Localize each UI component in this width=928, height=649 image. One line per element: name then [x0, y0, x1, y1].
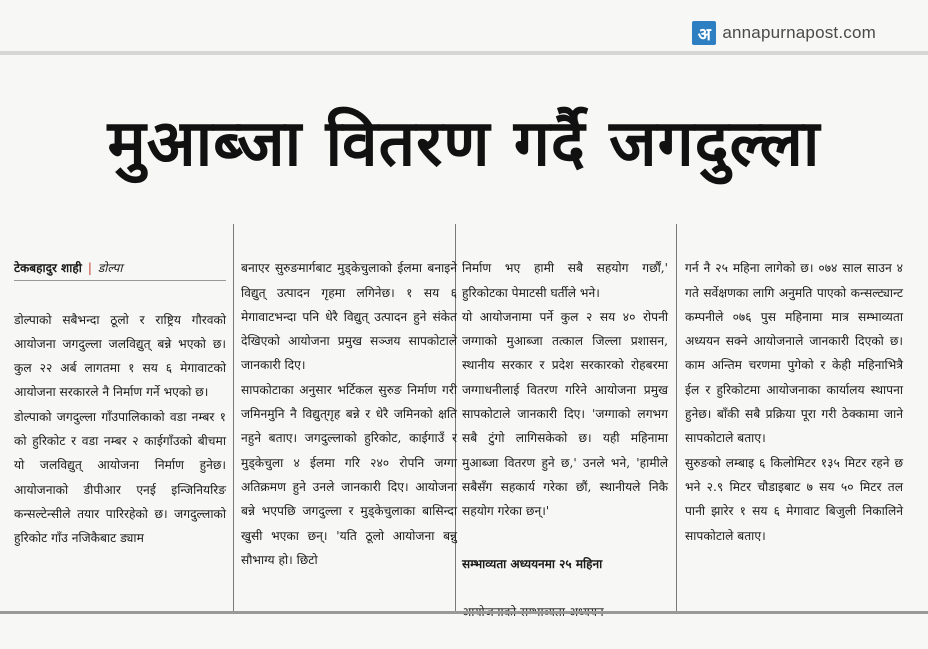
header-divider	[0, 51, 928, 55]
dateline-location: डोल्पा	[97, 261, 123, 276]
article-column-4	[685, 232, 903, 612]
site-name: annapurnapost.com	[722, 23, 876, 42]
article-headline: मुआब्जा वितरण गर्दै जगदुल्ला	[107, 107, 821, 181]
annapurna-logo-icon: अ	[692, 21, 716, 45]
site-brand[interactable]	[692, 21, 876, 45]
column-divider	[233, 224, 234, 614]
column-3-text: निर्माण भए हामी सबै सहयोग गर्छौं,' हुरिकोटका पेमाटसी घर्तीले भने। यो आयोजनामा पर्ने कुल २ सय ४० रोपनी जग्गाको मुआब्जा तत्काल जिल्ला प्रशासन, स्थानीय सरकार र प्रदेश सरकारको रोहबरमा जग्गाधनीलाई वितरण गरिने आयोजना प्रमुख सापकोटाले जानकारी दिए। 'जग्गाको लगभग सबै टुंगो लागिसकेको छ। यही महिनामा मुआब्जा वितरण हुने छ,' उनले भने, 'हामीले सबैसँग सहकार्य गरेका छौं, स्थानीयले निकै सहयोग गरेका छन्।'	[462, 261, 668, 519]
section-subheading: सम्भाव्यता अध्ययनमा २५ महिना	[462, 556, 603, 571]
byline-separator: |	[87, 261, 92, 276]
article-column-3	[462, 232, 668, 612]
column-1-text: डोल्पाको सबैभन्दा ठूलो र राष्ट्रिय गौरवको आयोजना जगदुल्ला जलविद्युत् बन्ने भएको छ। कुल २२ अर्ब लागतमा १ सय ६ मेगावाटको आयोजना सरकारले नै निर्माण गर्ने भएको छ। डोल्पाको जगदुल्ला गाँउपालिकाको वडा नम्बर १ को हुरिकोट र वडा नम्बर २ काईगाँउको बीचमा यो जलविद्युत् आयोजना निर्माण हुनेछ। आयोजनाको डीपीआर एनई इन्जिनियरिङ कन्सल्टेन्सीले तयार पारिरहेको छ। जगदुल्लाको हुरिकोट गाँउ नजिकैबाट ड्याम	[14, 312, 226, 546]
page-bottom-rule	[0, 611, 928, 614]
column-divider	[676, 224, 677, 614]
byline	[14, 256, 226, 281]
article-column-2	[241, 232, 457, 612]
column-4-text: गर्न नै २५ महिना लागेको छ। ०७४ साल साउन ४ गते सर्वेक्षणका लागि अनुमति पाएको कन्सल्ट्यान्ट कम्पनीले ०७६ पुस महिनामा मात्र सम्भाव्यता अध्ययन सक्ने आयोजनाले जानकारी दिएको छ। काम अन्तिम चरणमा पुगेको र केही महिनाभित्रै ईल र हुरिकोटमा आयोजनाका कार्यालय स्थापना हुनेछ। बाँकी सबै प्रक्रिया पूरा गरी ठेक्कामा जाने सापकोटाले बताए। सुरुङको लम्बाइ ६ किलोमिटर १३५ मिटर रहने छ भने २.९ मिटर चौडाइबाट ७ सय ५० मिटर तल पानी झारेर १ सय ६ मेगावाट बिजुली निकालिने सापकोटाले बताए।	[685, 261, 903, 543]
author-name: टेकबहादुर शाही	[14, 261, 82, 276]
column-2-text: बनाएर सुरुङमार्गबाट मुड्केचुलाको ईलमा बनाइने विद्युत् उत्पादन गृहमा लगिनेछ। १ सय ६ मेगावाटभन्दा पनि धेरै विद्युत् उत्पादन हुने संकेत देखिएको आयोजना प्रमुख सञ्जय सापकोटाले जानकारी दिए। सापकोटाका अनुसार भर्टिकल सुरुङ निर्माण गरी जमिनमुनि नै विद्युत्‌गृह बन्ने र धेरै जमिनको क्षति नहुने बताए। जगदुल्लाको हुरिकोट, काईगाउँ र मुड्केचुला ४ ईलमा गरि २४० रोपनि जग्गा अतिक्रमण हुने उनले जानकारी दिए। आयोजना बन्ने भएपछि जगदुल्ला र मुड्केचुलाका बासिन्दा खुसी भएका छन्। 'यति ठूलो आयोजना बन्नु सौभाग्य हो। छिटो	[241, 261, 457, 567]
article-column-1	[14, 232, 226, 612]
